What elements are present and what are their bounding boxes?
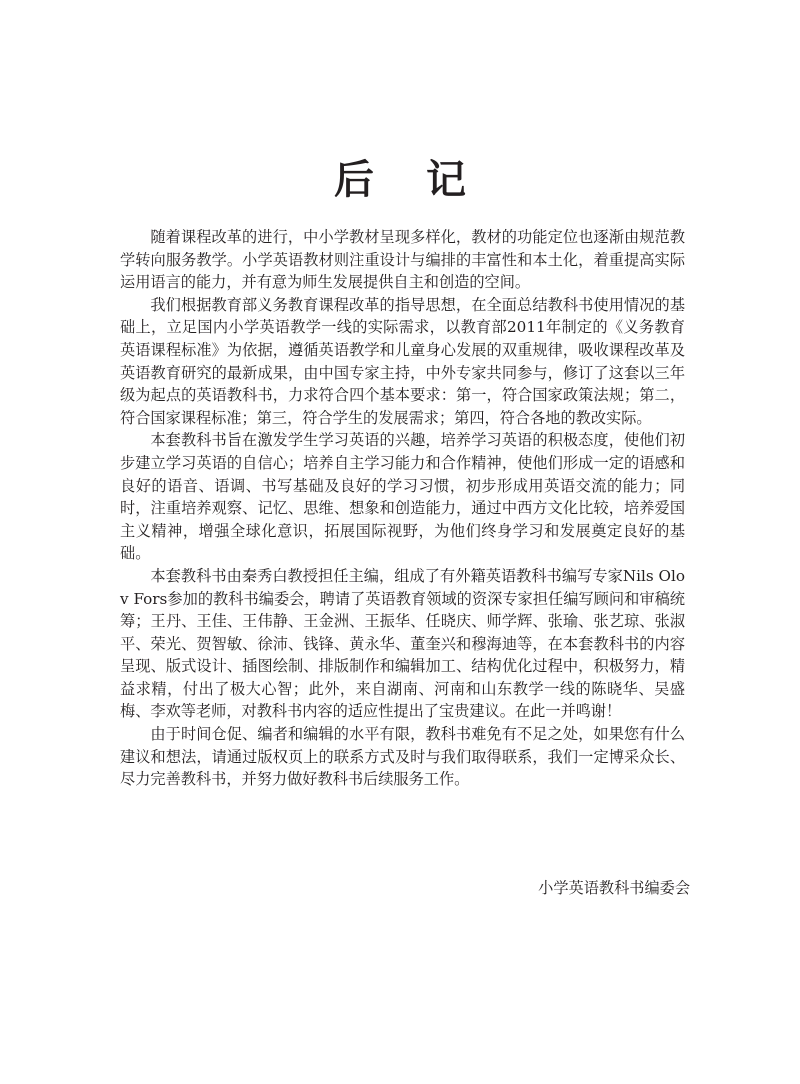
paragraph-1: 随着课程改革的进行，中小学教材呈现多样化，教材的功能定位也逐渐由规范教学转向服务教学。小学英语教材则注重设计与编排的丰富性和本土化，着重提高实际运用语言的能力，并有意为师生发展提供自主和创造的空间。 [120, 228, 685, 292]
paragraph-3: 本套教科书旨在激发学生学习英语的兴趣，培养学习英语的积极态度，使他们初步建立学习英语的自信心；培养自主学习能力和合作精神，使他们形成一定的语感和良好的语音、语调、书写基础及良好的学习习惯，初步形成用英语交流的能力；同时，注重培养观察、记忆、思维、想象和创造能力，通过中西方文化比较，培养爱国主义精神，增强全球化意识，拓展国际视野，为他们终身学习和发展奠定良好的基础。 [120, 431, 685, 563]
paragraph-5: 由于时间仓促、编者和编辑的水平有限，教科书难免有不足之处，如果您有什么建议和想法，请通过版权页上的联系方式及时与我们取得联系，我们一定博采众长、尽力完善教科书，并努力做好教科书后续服务工作。 [120, 725, 685, 789]
signature: 小学英语教科书编委会 [538, 879, 690, 897]
page-title: 后记 [334, 157, 518, 203]
body-text [120, 226, 685, 791]
paragraph-2: 我们根据教育部义务教育课程改革的指导思想，在全面总结教科书使用情况的基础上，立足国内小学英语教学一线的实际需求，以教育部2011年制定的《义务教育英语课程标准》为依据，遵循英语教学和儿童身心发展的双重规律，吸收课程改革及英语教育研究的最新成果，由中国专家主持，中外专家共同参与，修订了这套以三年级为起点的英语教科书，力求符合四个基本要求：第一，符合国家政策法规；第二，符合国家课程标准；第三，符合学生的发展需求；第四，符合各地的教改实际。 [120, 295, 685, 427]
paragraph-4: 本套教科书由秦秀白教授担任主编，组成了有外籍英语教科书编写专家Nils Olov Fors参加的教科书编委会，聘请了英语教育领域的资深专家担任编写顾问和审稿统筹；王丹、王佳、王伟静、王金洲、王振华、任晓庆、师学辉、张瑜、张艺琼、张淑平、荣光、贺智敏、徐沛、钱锋、黄永华、董奎兴和穆海迪等，在本套教科书的内容呈现、版式设计、插图绘制、排版制作和编辑加工、结构优化过程中，积极努力，精益求精，付出了极大心智；此外，来自湖南、河南和山东教学一线的陈晓华、吴盛梅、李欢等老师，对教科书内容的适应性提出了宝贵建议。在此一并鸣谢！ [120, 566, 685, 721]
